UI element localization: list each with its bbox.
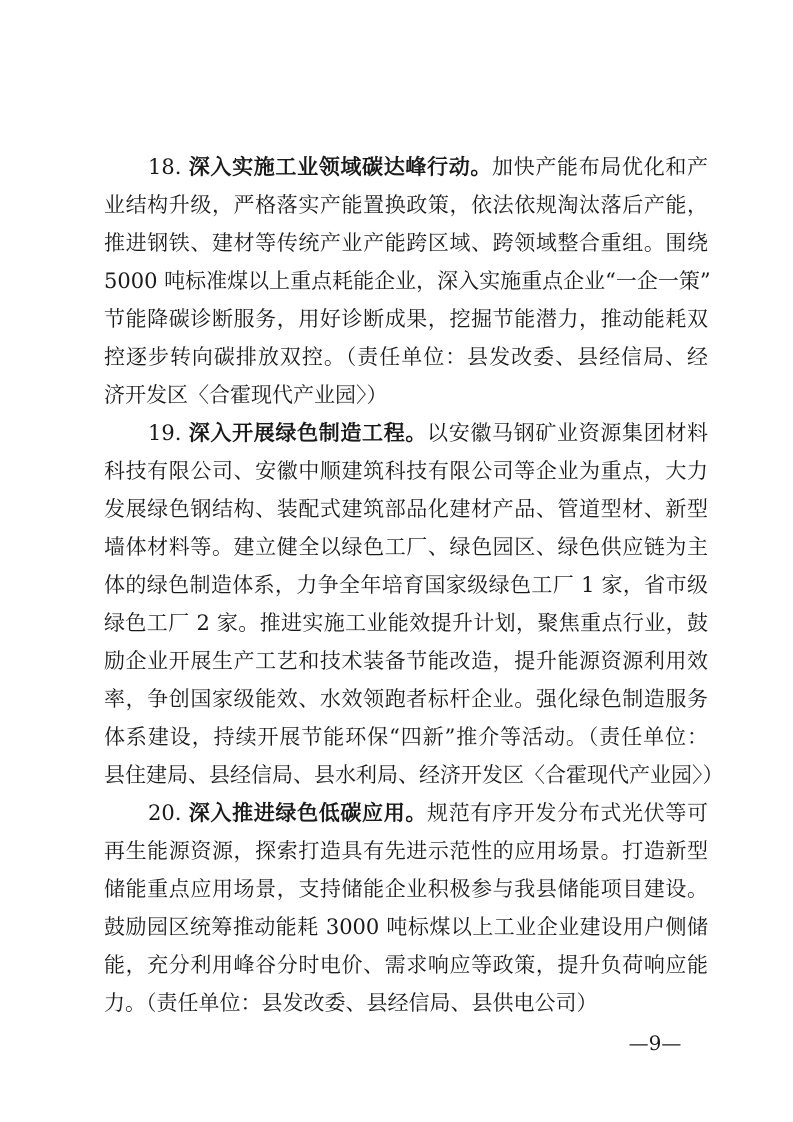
section-18-heading: 深入实施工业领域碳达峰行动。	[188, 155, 493, 179]
section-20-line: 鼓励园区统筹推动能耗 3000 吨标煤以上工业企业建设用户侧储	[104, 915, 708, 939]
section-18-first-line-text: 加快产能布局优化和产	[492, 155, 709, 179]
section-19-line: 体的绿色制造体系，力争全年培育国家级绿色工厂 1 家，省市级	[104, 573, 708, 597]
section-19-line: 绿色工厂 2 家。推进实施工业能效提升计划，聚焦重点行业，鼓	[104, 611, 708, 635]
section-20-line: 力。（责任单位：县发改委、县经信局、县供电公司）	[104, 991, 598, 1015]
section-20-line: 再生能源资源，探索打造具有先进示范性的应用场景。打造新型	[104, 839, 708, 863]
section-19-line: 励企业开展生产工艺和技术装备节能改造，提升能源资源利用效	[104, 649, 708, 673]
section-18-line: 推进钢铁、建材等传统产业产能跨区域、跨领域整合重组。围绕	[104, 231, 708, 255]
section-18-line: 控逐步转向碳排放双控。（责任单位：县发改委、县经信局、经	[104, 345, 708, 369]
section-18-line: 业结构升级，严格落实产能置换政策，依法依规淘汰落后产能，	[104, 193, 708, 217]
section-19-line: 率，争创国家级能效、水效领跑者标杆企业。强化绿色制造服务	[104, 687, 708, 711]
section-20-line: 能，充分利用峰谷分时电价、需求响应等政策，提升负荷响应能	[104, 953, 708, 977]
section-19-line: 墙体材料等。建立健全以绿色工厂、绿色园区、绿色供应链为主	[104, 535, 708, 559]
section-18-number: 18.	[148, 155, 189, 179]
section-19-heading: 深入开展绿色制造工程。	[188, 421, 428, 445]
section-18-first-line	[148, 152, 708, 182]
page-number: —9—	[628, 1031, 682, 1055]
section-18-line: 5000 吨标准煤以上重点耗能企业，深入实施重点企业“一企一策”	[104, 269, 711, 293]
section-19-line: 科技有限公司、安徽中顺建筑科技有限公司等企业为重点，大力	[104, 459, 708, 483]
section-20-first-line-text: 规范有序开发分布式光伏等可	[427, 801, 709, 825]
section-18-line: 节能降碳诊断服务，用好诊断成果，挖掘节能潜力，推动能耗双	[104, 307, 708, 331]
section-20-first-line	[148, 798, 708, 828]
section-19-line: 县住建局、县经信局、县水利局、经济开发区〈合霍现代产业园〉）	[104, 763, 724, 787]
section-19-first-line	[148, 418, 708, 448]
section-20-number: 20.	[148, 801, 189, 825]
section-19-line: 体系建设，持续开展节能环保“四新”推介等活动。（责任单位：	[104, 725, 708, 749]
section-18-line: 济开发区〈合霍现代产业园〉）	[104, 383, 388, 407]
section-20-line: 储能重点应用场景，支持储能企业积极参与我县储能项目建设。	[104, 877, 708, 901]
section-19-number: 19.	[148, 421, 189, 445]
section-19-line: 发展绿色钢结构、装配式建筑部品化建材产品、管道型材、新型	[104, 497, 708, 521]
section-19-first-line-text: 以安徽马钢矿业资源集团材料	[427, 421, 709, 445]
section-20-heading: 深入推进绿色低碳应用。	[188, 801, 428, 825]
